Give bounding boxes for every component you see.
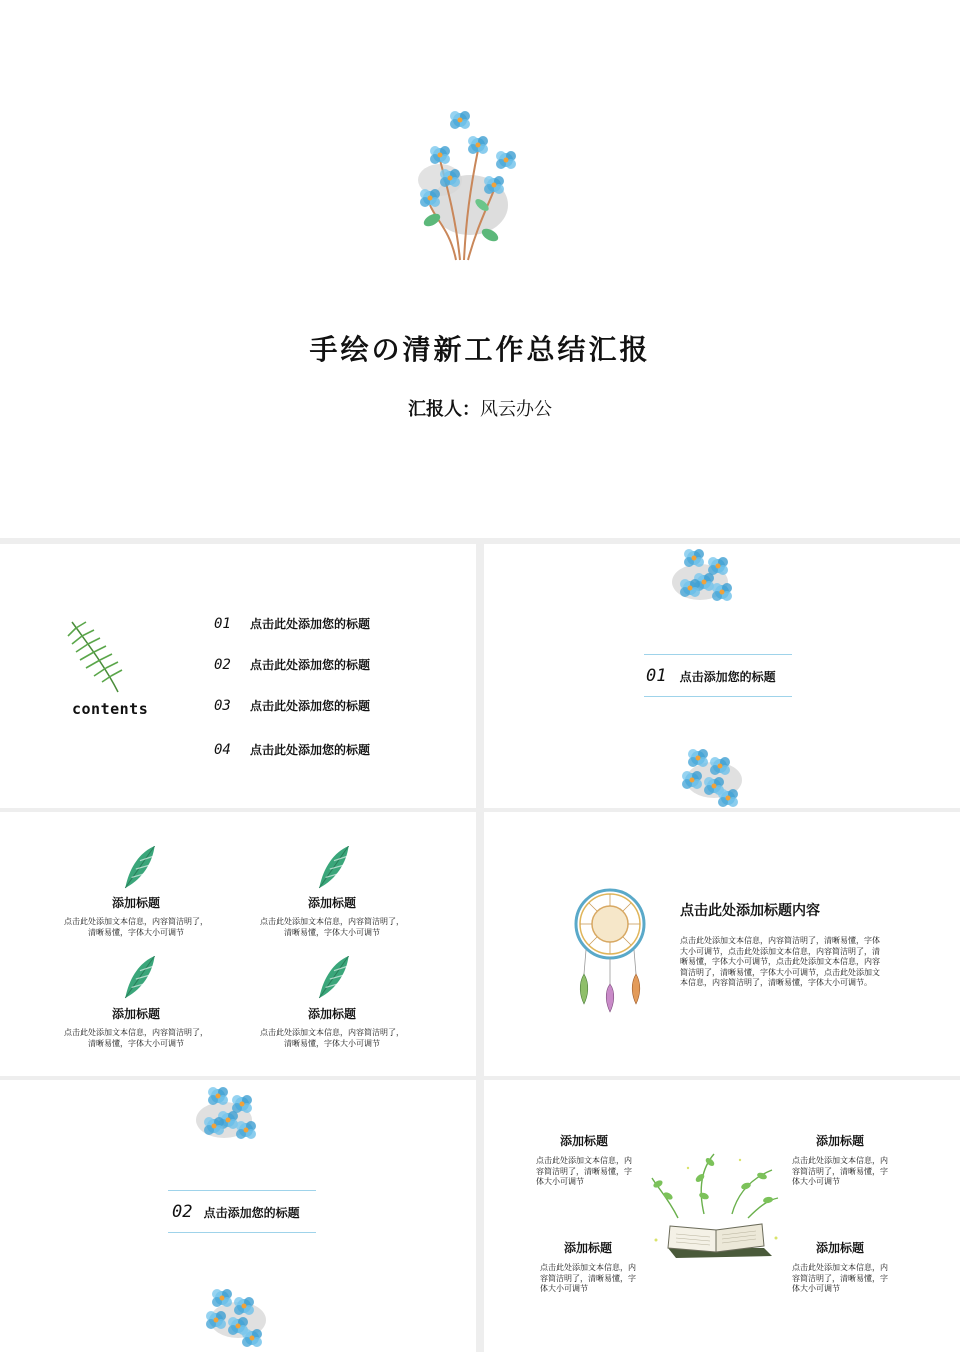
cover-slide xyxy=(0,0,960,538)
toc-item[interactable] xyxy=(214,695,370,714)
content-paragraph xyxy=(680,936,912,989)
flower-cluster-bottom-illustration xyxy=(670,740,746,808)
toc-item[interactable] xyxy=(214,613,370,632)
block-body xyxy=(792,1263,904,1295)
card-title: 添加标题 xyxy=(307,1007,356,1021)
reporter-label: 汇报人： xyxy=(408,399,480,420)
card-title: 添加标题 xyxy=(307,896,356,910)
block-title: 添加标题 xyxy=(815,1134,864,1148)
section-divider-bottom xyxy=(644,696,792,697)
fern-leaf-icon xyxy=(66,618,130,694)
card-body xyxy=(236,1027,428,1049)
card-body xyxy=(40,916,232,938)
block-title: 添加标题 xyxy=(559,1134,608,1148)
section-number: 01 xyxy=(646,666,667,686)
card-body-line: 点击此处添加文本信息，内容简洁明了， xyxy=(64,1028,208,1037)
block-line: 点击此处添加文本信息，内 xyxy=(540,1263,636,1272)
leaf-icon xyxy=(124,956,158,1000)
toc-number: 04 xyxy=(214,742,231,758)
flower-cluster-top-illustration xyxy=(670,544,746,610)
block-line: 体大小可调节 xyxy=(792,1177,840,1186)
card-body-line: 清晰易懂，字体大小可调节 xyxy=(88,928,184,937)
leaf-icon xyxy=(318,956,352,1000)
reporter-name: 风云办公 xyxy=(480,399,552,420)
contents-slide xyxy=(0,544,476,808)
section-heading xyxy=(646,666,776,686)
book-with-vines-illustration xyxy=(648,1148,784,1272)
toc-number: 02 xyxy=(214,657,231,673)
flower-cluster-bottom-illustration xyxy=(194,1280,270,1350)
block-title: 添加标题 xyxy=(815,1241,864,1255)
card-body xyxy=(40,1027,232,1049)
leaf-icon xyxy=(318,846,352,890)
reporter-line xyxy=(0,395,960,421)
paragraph-line: 点击此处添加文本信息，内容简洁明了，清晰易懂，字体 xyxy=(680,936,880,945)
section-divider-bottom xyxy=(168,1232,316,1233)
content-title: 点击此处添加标题内容 xyxy=(680,903,820,919)
block-line: 点击此处添加文本信息，内 xyxy=(792,1263,888,1272)
block-line: 容简洁明了，清晰易懂，字 xyxy=(792,1273,888,1283)
block-line: 容简洁明了，清晰易懂，字 xyxy=(536,1166,632,1176)
card-body-line: 清晰易懂，字体大小可调节 xyxy=(284,1039,380,1048)
toc-number: 01 xyxy=(214,616,231,632)
toc-text: 点击此处添加您的标题 xyxy=(249,743,370,757)
paragraph-line: 本信息，内容简洁明了，清晰易懂，字体大小可调节。 xyxy=(680,978,872,987)
block-body xyxy=(536,1156,648,1188)
toc-text: 点击此处添加您的标题 xyxy=(249,617,370,631)
block-line: 容简洁明了，清晰易懂，字 xyxy=(792,1166,888,1176)
card-title: 添加标题 xyxy=(111,896,160,910)
block-line: 体大小可调节 xyxy=(540,1284,588,1293)
block-body xyxy=(540,1263,652,1295)
toc-item[interactable] xyxy=(214,654,370,673)
section-title: 点击添加您的标题 xyxy=(679,670,776,684)
card-body-line: 清晰易懂，字体大小可调节 xyxy=(284,928,380,937)
card-title: 添加标题 xyxy=(111,1007,160,1021)
paragraph-line: 晰易懂，字体大小可调节，点击此处添加文本信息，内容 xyxy=(680,957,880,966)
block-line: 体大小可调节 xyxy=(792,1284,840,1293)
section-divider-top xyxy=(168,1190,316,1191)
paragraph-line: 大小可调节，点击此处添加文本信息，内容简洁明了，清 xyxy=(680,946,880,956)
toc-text: 点击此处添加您的标题 xyxy=(249,658,370,672)
toc-text: 点击此处添加您的标题 xyxy=(249,699,370,713)
dreamcatcher-illustration xyxy=(570,884,650,1014)
card-body-line: 清晰易懂，字体大小可调节 xyxy=(88,1039,184,1048)
block-line: 点击此处添加文本信息，内 xyxy=(536,1156,632,1165)
block-line: 体大小可调节 xyxy=(536,1177,584,1186)
section-01-slide xyxy=(484,544,960,808)
flower-cluster-top-illustration xyxy=(194,1080,270,1148)
contents-label: contents xyxy=(72,700,149,718)
four-cards-slide xyxy=(0,812,476,1076)
toc-number: 03 xyxy=(214,698,231,714)
section-number: 02 xyxy=(172,1202,193,1222)
card-body-line: 点击此处添加文本信息，内容简洁明了， xyxy=(260,1028,404,1037)
card-body-line: 点击此处添加文本信息，内容简洁明了， xyxy=(64,917,208,926)
paragraph-line: 简洁明了，清晰易懂，字体大小可调节，点击此处添加文 xyxy=(680,967,880,977)
dreamcatcher-slide xyxy=(484,812,960,1076)
block-line: 点击此处添加文本信息，内 xyxy=(792,1156,888,1165)
leaf-icon xyxy=(124,846,158,890)
toc-item[interactable] xyxy=(214,739,370,758)
section-divider-top xyxy=(644,654,792,655)
book-slide xyxy=(484,1080,960,1352)
block-line: 容简洁明了，清晰易懂，字 xyxy=(540,1273,636,1283)
section-title: 点击添加您的标题 xyxy=(203,1206,300,1220)
card-body xyxy=(236,916,428,938)
section-02-slide xyxy=(0,1080,476,1352)
flower-bouquet-illustration xyxy=(380,100,540,310)
card-body-line: 点击此处添加文本信息，内容简洁明了， xyxy=(260,917,404,926)
cover-title: 手绘の清新工作总结汇报 xyxy=(309,333,651,366)
section-heading xyxy=(172,1202,300,1222)
block-title: 添加标题 xyxy=(563,1241,612,1255)
block-body xyxy=(792,1156,904,1188)
